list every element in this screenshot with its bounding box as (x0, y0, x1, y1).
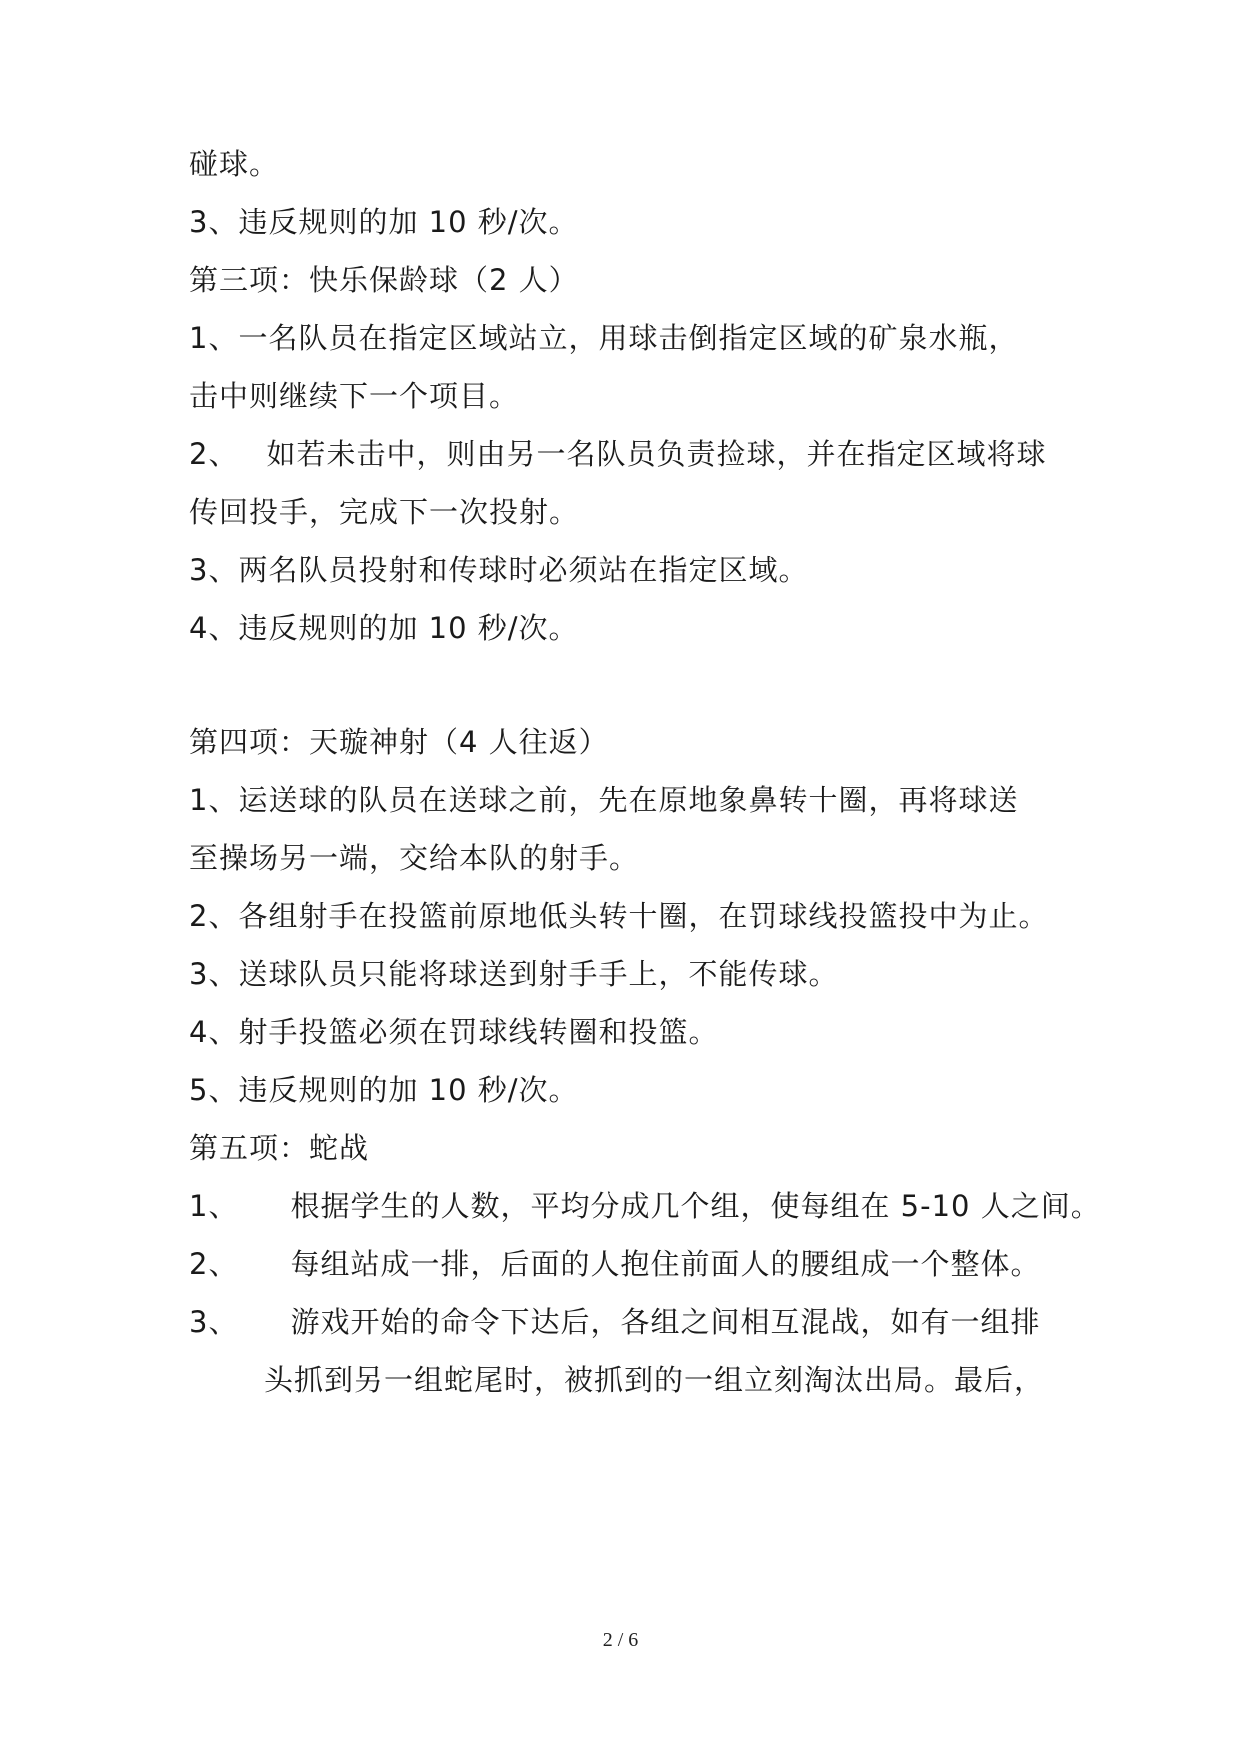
list-item-number: 1、 (189, 1189, 239, 1223)
list-item-text: 每组站成一排，后面的人抱住前面人的腰组成一个整体。 (290, 1247, 1041, 1281)
list-item-text: 如若未击中，则由另一名队员负责捡球，并在指定区域将球 (266, 437, 1047, 471)
list-item-number: 2、 (189, 1247, 239, 1281)
list-item (189, 1246, 1040, 1282)
list-item-text: 游戏开始的命令下达后，各组之间相互混战，如有一组排 (290, 1305, 1041, 1339)
page-number: 2 / 6 (602, 1629, 639, 1651)
paragraph-line: 1、运送球的队员在送球之前，先在原地象鼻转十圈，再将球送 (189, 783, 1019, 817)
list-item (189, 436, 1046, 472)
section-heading: 第五项：蛇战 (189, 1131, 370, 1165)
list-item (189, 1188, 1101, 1224)
paragraph-line: 4、射手投篮必须在罚球线转圈和投篮。 (189, 1015, 719, 1049)
paragraph-line: 1、一名队员在指定区域站立，用球击倒指定区域的矿泉水瓶， (189, 321, 1019, 355)
list-item-number: 3、 (189, 1305, 239, 1339)
paragraph-line: 传回投手，完成下一次投射。 (189, 495, 580, 529)
paragraph-line: 3、两名队员投射和传球时必须站在指定区域。 (189, 553, 809, 587)
section-heading: 第三项：快乐保龄球（2 人） (189, 263, 579, 297)
paragraph-line: 3、送球队员只能将球送到射手手上，不能传球。 (189, 957, 839, 991)
paragraph-line: 2、各组射手在投篮前原地低头转十圈，在罚球线投篮投中为止。 (189, 899, 1049, 933)
paragraph-line: 至操场另一端，交给本队的射手。 (189, 841, 640, 875)
list-item (189, 1304, 1040, 1340)
paragraph-line: 4、违反规则的加 10 秒/次。 (189, 611, 579, 645)
list-item-number: 2、 (189, 437, 239, 471)
list-item-text: 根据学生的人数，平均分成几个组，使每组在 5-10 人之间。 (290, 1189, 1101, 1223)
paragraph-line: 3、违反规则的加 10 秒/次。 (189, 205, 579, 239)
section-heading: 第四项：天璇神射（4 人往返） (189, 725, 609, 759)
paragraph-line: 5、违反规则的加 10 秒/次。 (189, 1073, 579, 1107)
paragraph-line: 头抓到另一组蛇尾时，被抓到的一组立刻淘汰出局。最后， (264, 1363, 1045, 1397)
paragraph-line: 击中则继续下一个项目。 (189, 379, 520, 413)
paragraph-line: 碰球。 (189, 147, 280, 181)
